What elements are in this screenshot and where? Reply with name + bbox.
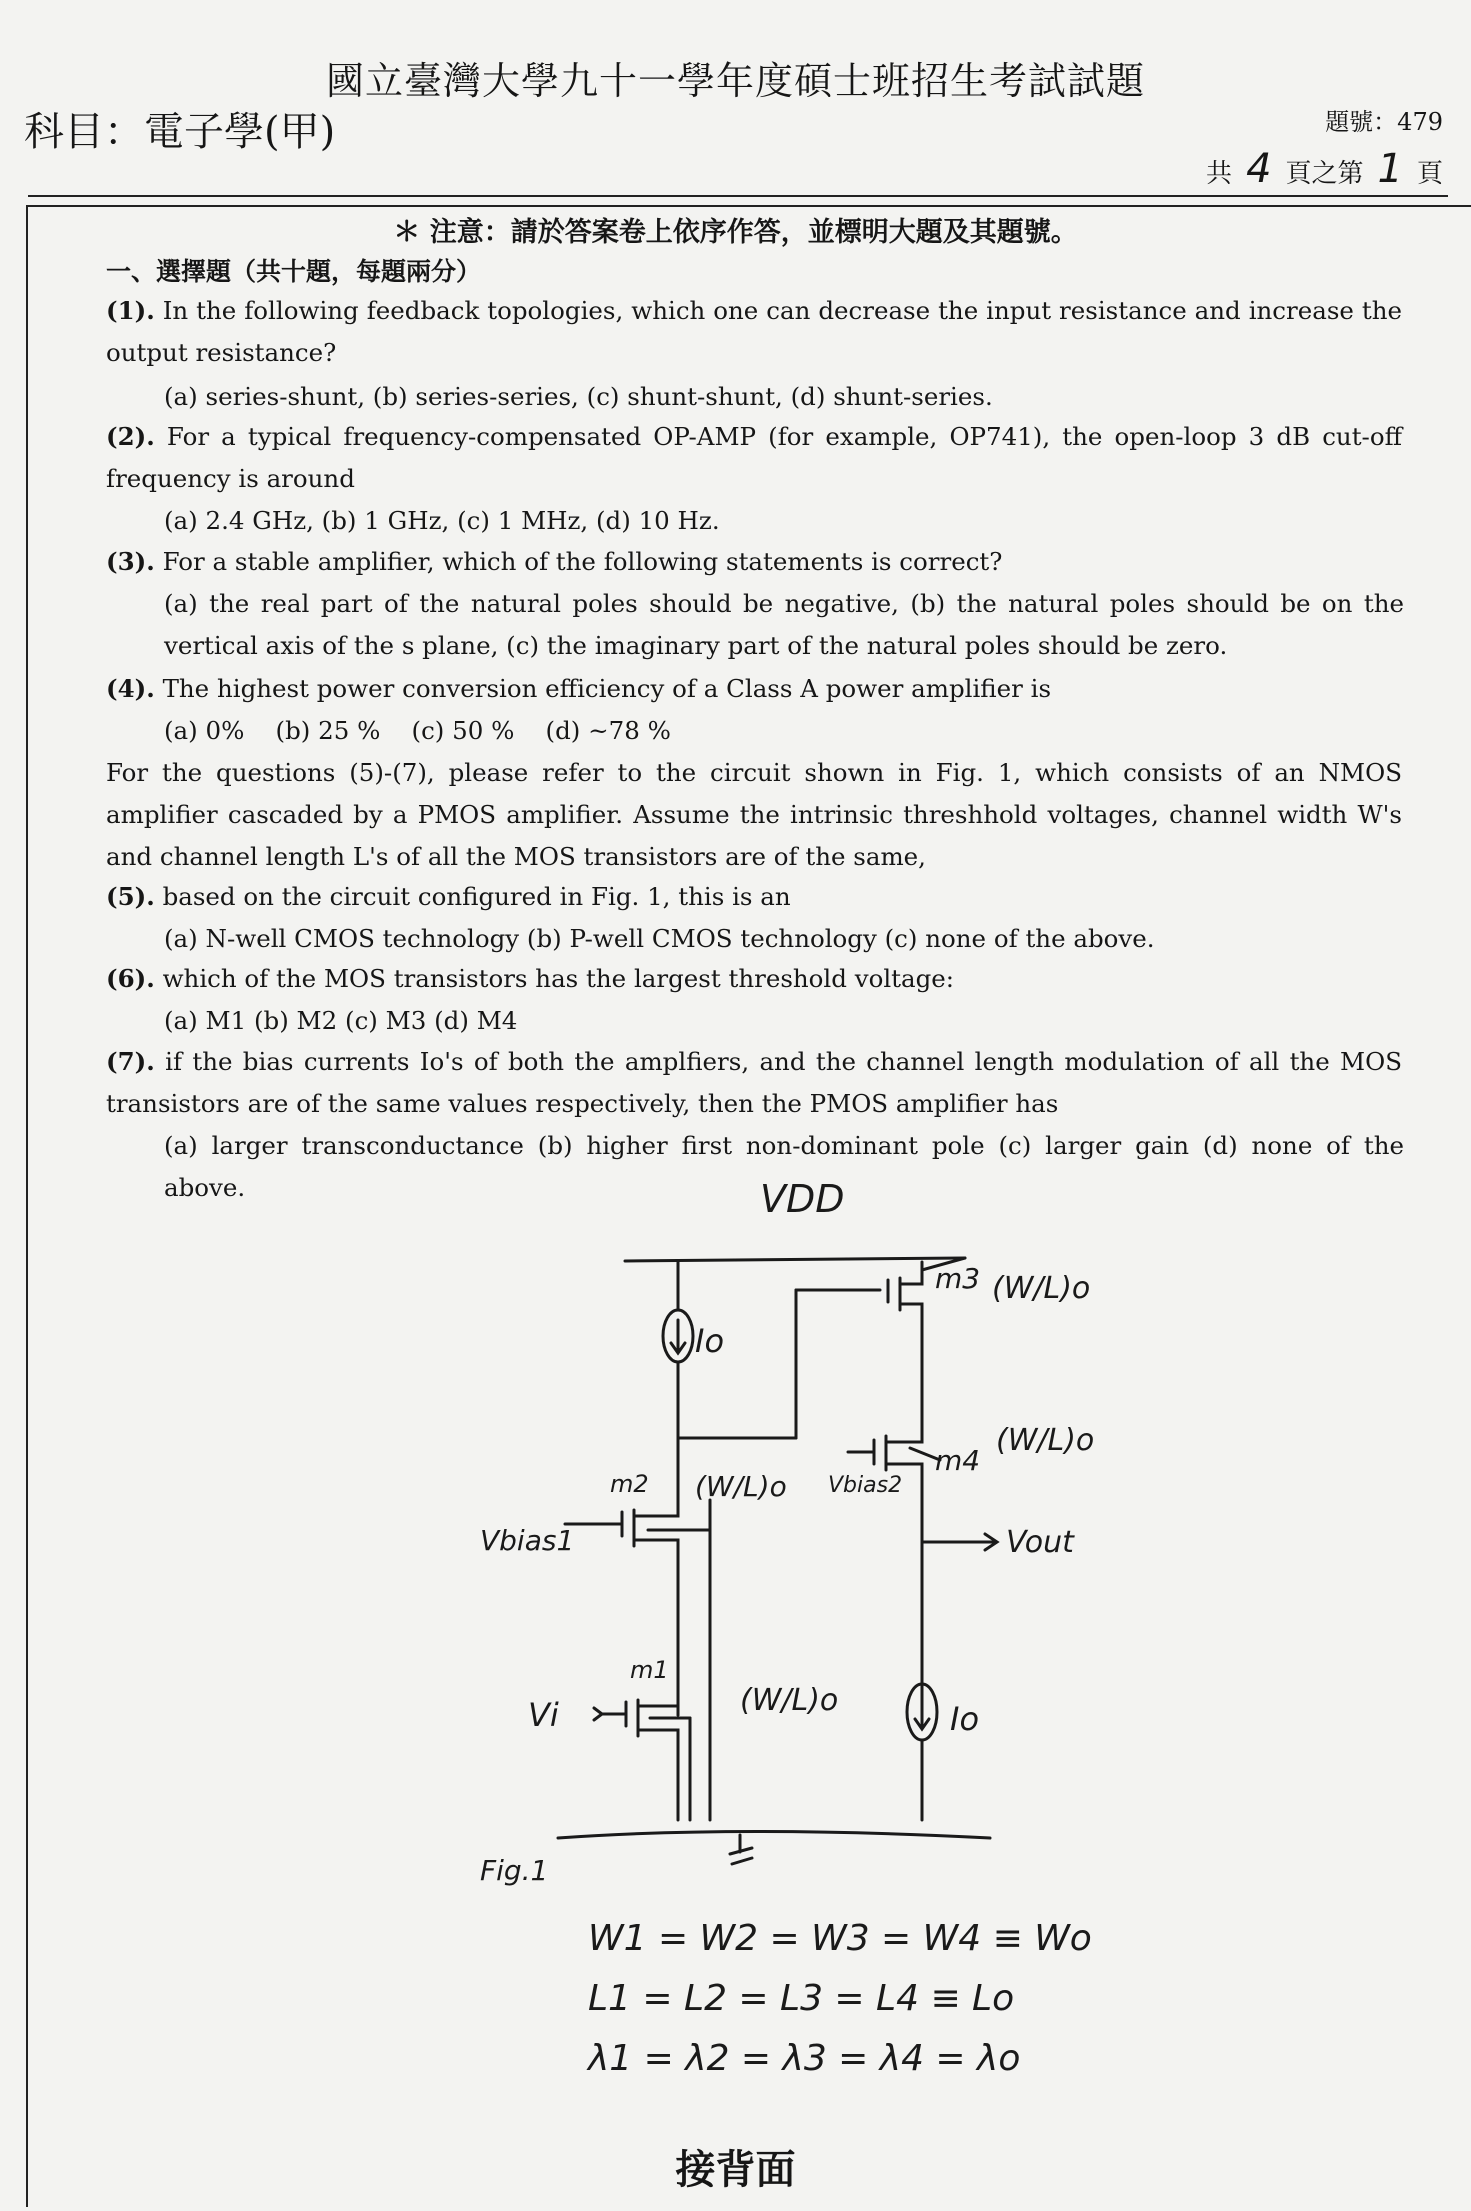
vout-label: Vout (1006, 1525, 1074, 1560)
m3-wl-label: (W/L)o (992, 1271, 1091, 1306)
question-number-5: (5). (106, 882, 155, 911)
question-4 (106, 668, 1402, 710)
m2-label: m2 (610, 1470, 649, 1498)
page-current: 1 (1377, 146, 1403, 192)
question-number-7: (7). (106, 1047, 155, 1076)
equation-lambda: λ1 = λ2 = λ3 = λ4 = λo (588, 2038, 1021, 2079)
question-7 (106, 1041, 1402, 1125)
question-5 (106, 876, 1402, 918)
options-1: (a) series-shunt, (b) series-series, (c) shunt-shunt, (d) shunt-series. (164, 382, 993, 411)
question-text-4: The highest power conversion efficiency of a Class A power amplifier is (162, 674, 1052, 703)
m1-label: m1 (630, 1656, 669, 1684)
page-total: 4 (1246, 146, 1272, 192)
vdd-rail (625, 1258, 965, 1261)
question-text-6: which of the MOS transistors has the largest threshold voltage: (162, 964, 955, 993)
question-text-2: For a typical frequency-compensated OP-AMP (for example, OP741), the open-loop 3 dB cut-off frequency is around (106, 422, 1402, 493)
equation-l: L1 = L2 = L3 = L4 ≡ Lo (588, 1978, 1015, 2019)
notice: ＊ 注意：請於答案卷上依序作答，並標明大題及其題號。 (393, 217, 1078, 248)
circuit-figure-1 (440, 1170, 1160, 2120)
options-3: (a) the real part of the natural poles should be negative, (b) the natural poles should be on the vertical axis of the s plane, (c) the imaginary part of the natural poles should be zero. (164, 589, 1404, 660)
intro-questions-5-7: For the questions (5)-(7), please refer to the circuit shown in Fig. 1, which consists of an NMOS amplifier cascaded by a PMOS amplifier. Assume the intrinsic threshhold voltages, channel width W's and channel length L's of all the MOS transistors are of the same, (106, 758, 1402, 871)
vbias1-label: Vbias1 (480, 1524, 575, 1557)
options-5: (a) N-well CMOS technology (b) P-well CMOS technology (c) none of the above. (164, 924, 1155, 953)
vi-label: Vi (528, 1696, 559, 1734)
page-middle: 頁之第 (1285, 159, 1364, 189)
question-1 (106, 290, 1402, 374)
vdd-label: VDD (760, 1177, 845, 1221)
question-6 (106, 958, 1402, 1000)
io-label-left: Io (695, 1322, 725, 1360)
page-suffix: 頁 (1416, 159, 1443, 189)
ground-rail (558, 1832, 990, 1839)
question-number-3: (3). (106, 547, 155, 576)
options-7: (a) larger transconductance (b) higher first non-dominant pole (c) larger gain (d) none of the above. (164, 1131, 1404, 1202)
question-number-4: (4). (106, 674, 155, 703)
header-rule (28, 195, 1448, 197)
continue-on-back: 接背面 (675, 2146, 796, 2193)
subject-label: 科目：電子學(甲) (24, 109, 336, 155)
question-number: 題號：479 (1325, 108, 1443, 136)
equation-w: W1 = W2 = W3 = W4 ≡ Wo (588, 1918, 1092, 1959)
page-info (1206, 146, 1443, 192)
page-prefix: 共 (1206, 159, 1233, 189)
vbias2-label: Vbias2 (828, 1473, 903, 1498)
exam-title: 國立臺灣大學九十一學年度碩士班招生考試試題 (325, 59, 1145, 103)
options-4: (a) 0% (b) 25 % (c) 50 % (d) ~78 % (164, 716, 671, 745)
question-text-7: if the bias currents Io's of both the amplfiers, and the channel length modulation of all the MOS transistors are of the same values respectively, then the PMOS amplifier has (106, 1047, 1402, 1118)
section-title: 一、選擇題（共十題，每題兩分） (106, 257, 482, 286)
question-3 (106, 541, 1402, 583)
question-text-3: For a stable amplifier, which of the following statements is correct? (162, 547, 1003, 576)
io-label-right: Io (950, 1700, 980, 1738)
question-2 (106, 416, 1402, 500)
question-number-2: (2). (106, 422, 155, 451)
question-text-5: based on the circuit configured in Fig. 1, this is an (162, 882, 791, 911)
figure-caption: Fig.1 (480, 1854, 549, 1887)
m2-wl-label: (W/L)o (695, 1470, 787, 1503)
options-6: (a) M1 (b) M2 (c) M3 (d) M4 (164, 1006, 518, 1035)
question-number-6: (6). (106, 964, 155, 993)
m3-label: m3 (935, 1262, 981, 1295)
question-number-1: (1). (106, 296, 155, 325)
m4-wl-label: (W/L)o (996, 1423, 1095, 1458)
m1-wl-label: (W/L)o (740, 1683, 839, 1718)
question-text-1: In the following feedback topologies, which one can decrease the input resistance and increase the output resistance? (106, 296, 1402, 367)
options-2: (a) 2.4 GHz, (b) 1 GHz, (c) 1 MHz, (d) 10 Hz. (164, 506, 720, 535)
m4-label: m4 (935, 1444, 981, 1477)
